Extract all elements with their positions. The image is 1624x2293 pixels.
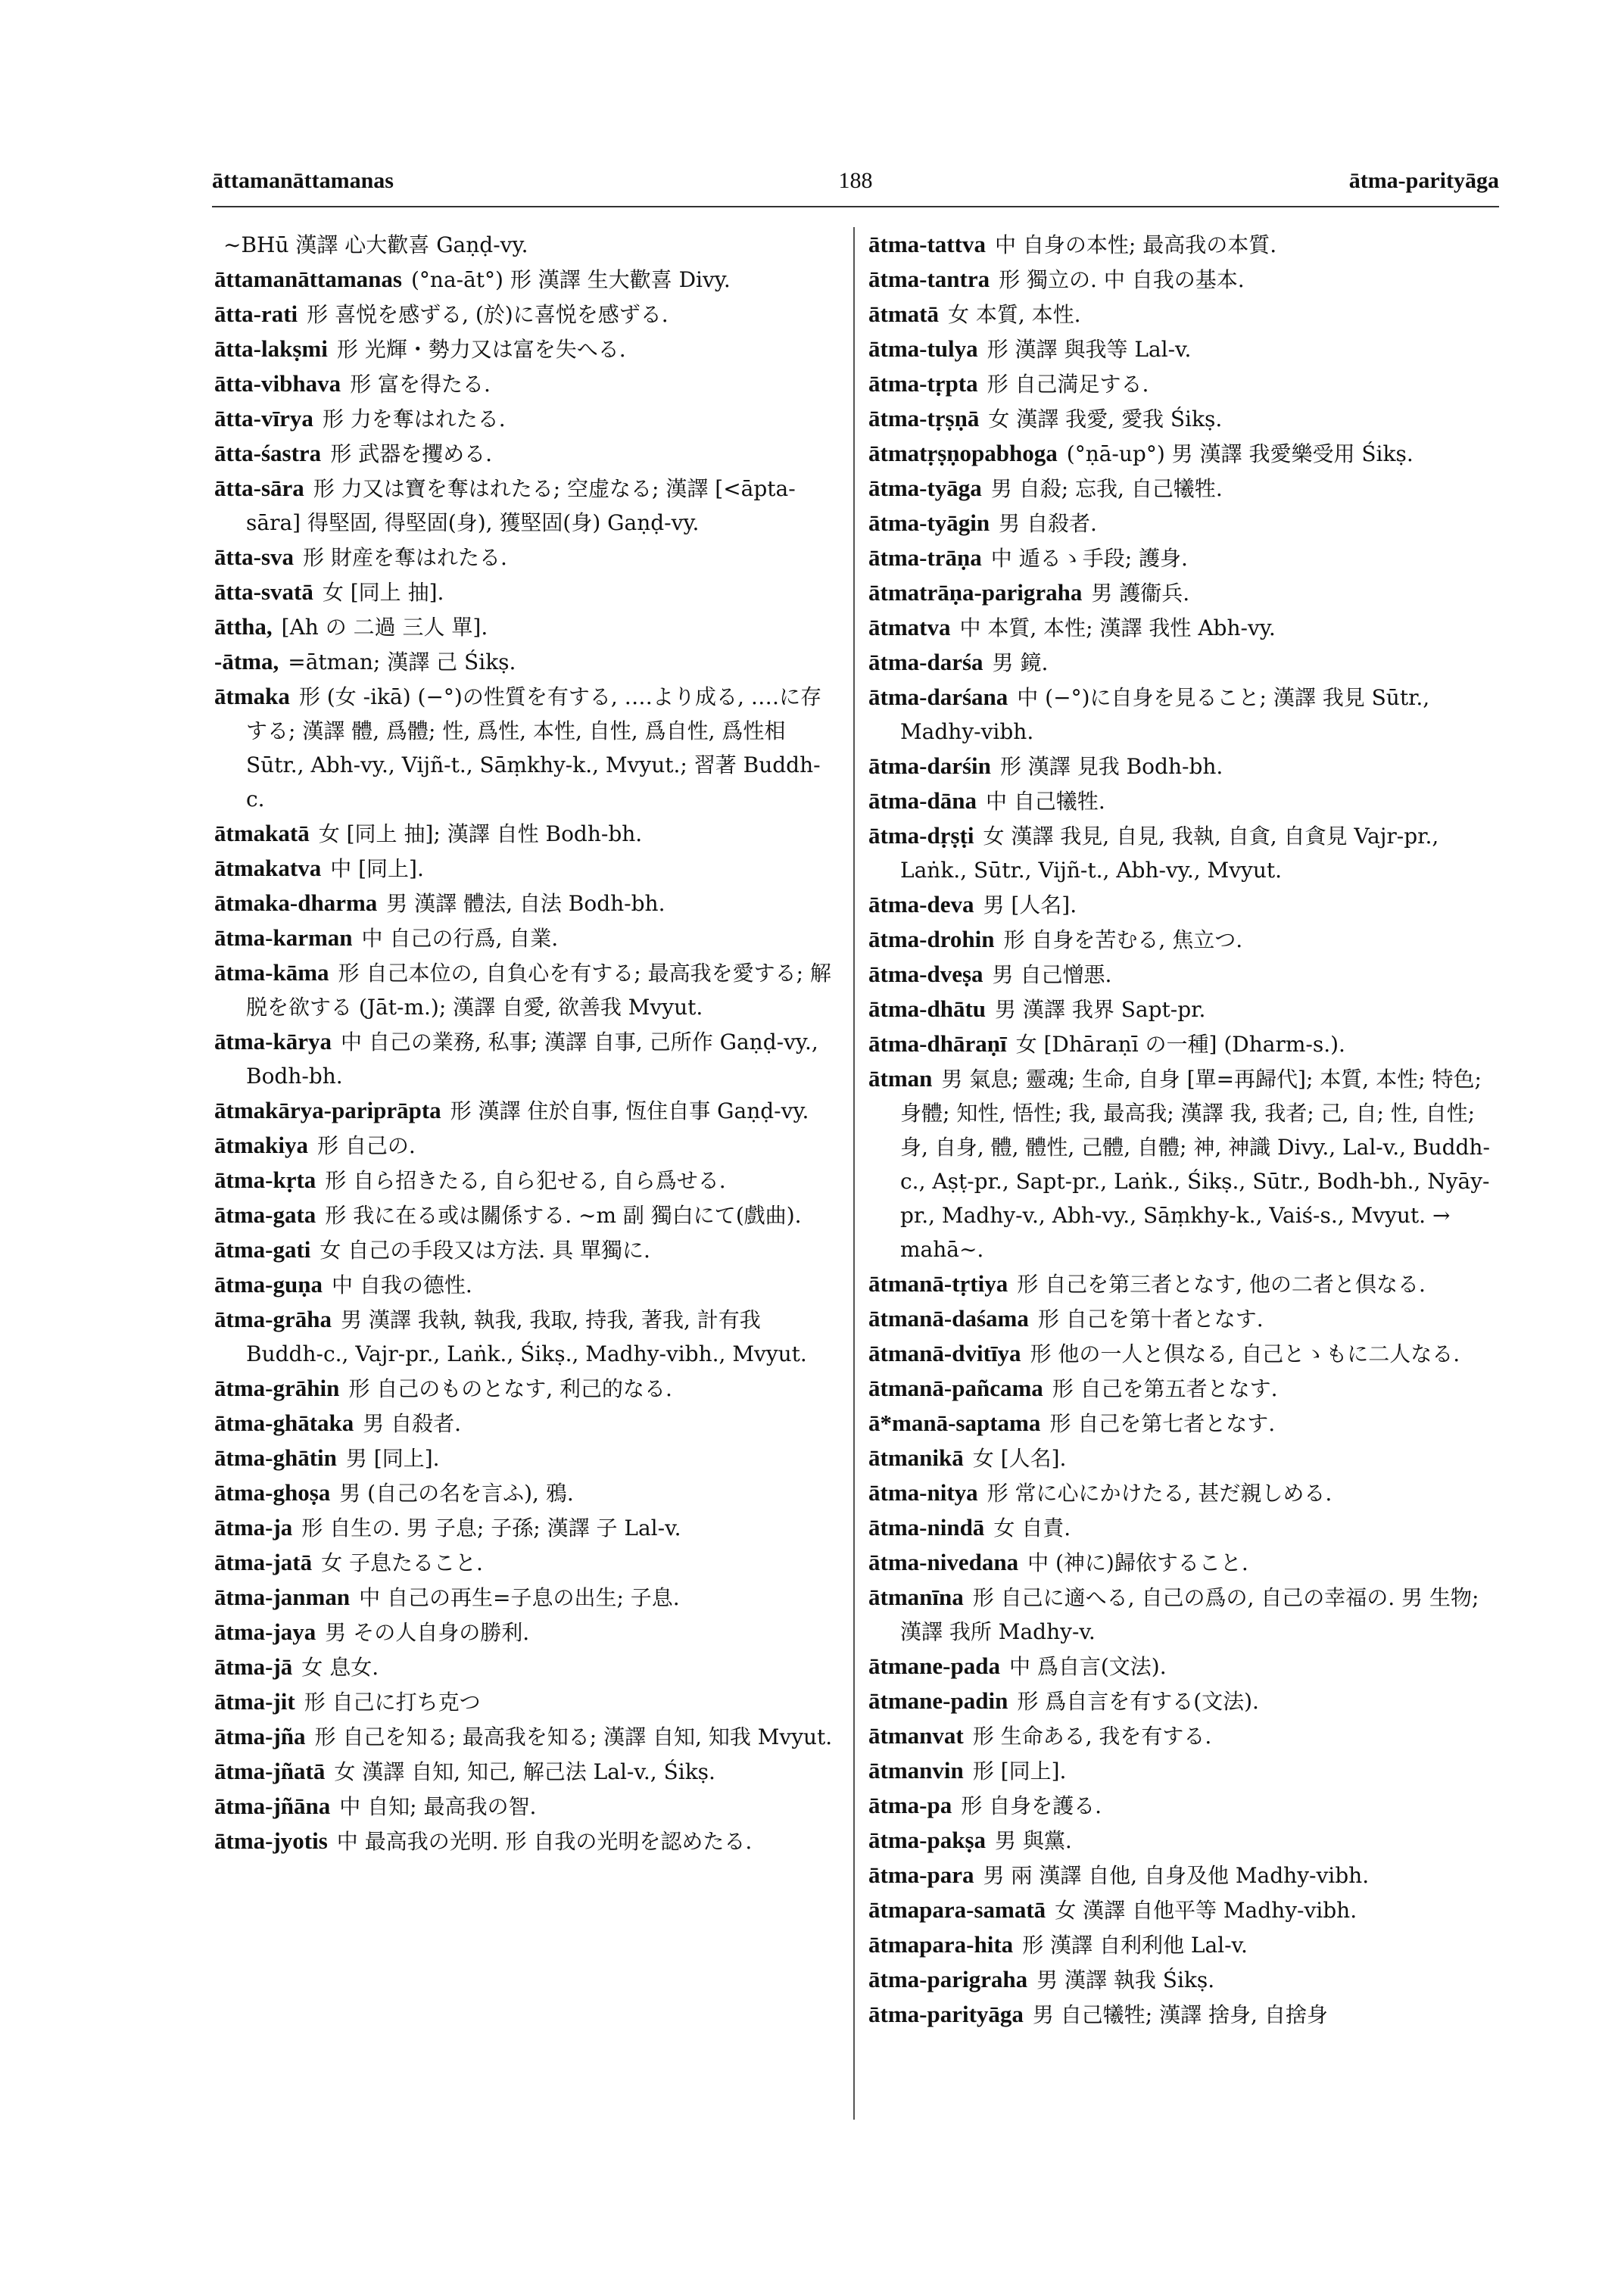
entry-headword: ātma-kārya xyxy=(214,1028,332,1055)
entry-headword: ātma-dṛṣṭi xyxy=(868,822,974,849)
entry-headword: ātma-jñāna xyxy=(214,1793,331,1819)
entry-headword: ātma-dāna xyxy=(868,787,977,814)
dictionary-entry xyxy=(868,1301,1499,1336)
entry-headword: ātmakiya xyxy=(214,1132,308,1158)
dictionary-entry xyxy=(214,1684,839,1719)
entry-definition: 男 與黨. xyxy=(995,1828,1072,1853)
entry-headword: ātma-nitya xyxy=(868,1479,978,1506)
entry-headword: ātma-jyotis xyxy=(214,1827,328,1854)
dictionary-entry xyxy=(868,1475,1499,1510)
entry-headword: ātmakārya-pariprāpta xyxy=(214,1097,441,1123)
dictionary-entry xyxy=(868,1858,1499,1893)
entry-headword: ātma-grāha xyxy=(214,1306,332,1332)
entry-definition: 中 爲自言(文法). xyxy=(1008,1654,1167,1679)
entry-definition: 形 武器を攫める. xyxy=(330,441,492,466)
dictionary-entry xyxy=(214,366,839,401)
right-column xyxy=(868,227,1499,2032)
entry-definition: 中 最高我の光明. 形 自我の光明を認めたる. xyxy=(336,1829,753,1854)
entry-headword: ātma-para xyxy=(868,1862,974,1888)
entry-definition: 形 自己に適へる, 自己の爲の, 自己の幸福の. 男 生物; 漢譯 我所 Madhy-v. xyxy=(900,1585,1479,1644)
entry-definition: 女 子息たること. xyxy=(321,1550,483,1575)
entry-definition: 形 自己を第五者となす. xyxy=(1052,1376,1278,1401)
entry-headword: ātma-grāhin xyxy=(214,1375,340,1401)
entry-definition: 形 自身を苦むる, 焦立つ. xyxy=(1003,927,1243,952)
entry-headword: ātta-śastra xyxy=(214,440,322,466)
entry-definition: 男 漢譯 執我 Śikṣ. xyxy=(1036,1967,1215,1992)
dictionary-entry xyxy=(214,1267,839,1302)
entry-headword: ātmatā xyxy=(868,301,939,327)
entry-headword: ātma-gati xyxy=(214,1236,311,1263)
entry-definition: 男 自殺者. xyxy=(999,511,1097,536)
entry-definition: 中 遁るゝ手段; 護身. xyxy=(990,546,1188,571)
dictionary-entry xyxy=(868,1371,1499,1406)
entry-definition: 中 自己の行爲, 自業. xyxy=(361,926,559,951)
entry-headword: ātma-tṛpta xyxy=(868,370,978,397)
entry-definition: 中 自知; 最高我の智. xyxy=(339,1794,537,1819)
entry-definition: 形 自己を第七者となす. xyxy=(1049,1411,1276,1436)
header-right-guide-word: ātma-parityāga xyxy=(1348,168,1499,193)
entry-headword: ātma-gata xyxy=(214,1201,316,1228)
dictionary-entry xyxy=(214,1093,839,1128)
dictionary-entry xyxy=(214,1580,839,1615)
dictionary-entry xyxy=(868,749,1499,784)
entry-headword: ātma-tulya xyxy=(868,335,978,362)
entry-definition: 中 (神に)歸依すること. xyxy=(1027,1550,1248,1575)
dictionary-entry xyxy=(868,922,1499,957)
entry-definition: 中 自己犧牲. xyxy=(985,789,1105,814)
dictionary-entry xyxy=(214,1198,839,1232)
dictionary-entry xyxy=(214,1719,839,1754)
entry-headword: ātmanīna xyxy=(868,1584,964,1610)
entry-headword: ātta-svatā xyxy=(214,578,313,605)
entry-definition: (°ṇā-up°) 男 漢譯 我愛樂受用 Śikṣ. xyxy=(1066,441,1414,466)
dictionary-entry xyxy=(214,1302,839,1371)
dictionary-entry xyxy=(868,1510,1499,1545)
entry-headword: ātma-jatā xyxy=(214,1549,313,1575)
entry-definition: 形 漢譯 見我 Bodh-bh. xyxy=(999,754,1223,779)
entry-definition: 中 [同上]. xyxy=(330,856,424,881)
entry-headword: ātma-tyāga xyxy=(868,475,982,501)
entry-definition: 男 漢譯 我執, 執我, 我取, 持我, 著我, 計有我 Buddh-c., Vajr-pr., Laṅk., Śikṣ., Madhy-vibh., Mvyut. xyxy=(246,1307,807,1366)
entry-headword: ātman xyxy=(868,1065,933,1092)
dictionary-entry xyxy=(214,436,839,471)
entry-headword: ātma-parigraha xyxy=(868,1966,1028,1992)
entry-definition: 男 (自己の名を言ふ), 鴉. xyxy=(339,1481,574,1506)
entry-headword: ātma-jñatā xyxy=(214,1758,326,1784)
entry-definition: 形 漢譯 與我等 Lal-v. xyxy=(987,337,1192,362)
entry-headword: ātta-vibhava xyxy=(214,370,341,397)
entry-headword: ātma-janman xyxy=(214,1584,351,1610)
dictionary-entry xyxy=(214,609,839,644)
entry-headword: ātma-darśin xyxy=(868,752,991,779)
entry-headword: āttamanāttamanas xyxy=(214,266,402,292)
entry-headword: ātmatṛṣṇopabhoga xyxy=(868,440,1058,466)
left-column xyxy=(214,227,839,1858)
dictionary-entry xyxy=(214,1232,839,1267)
dictionary-entry xyxy=(868,1061,1499,1266)
dictionary-entry xyxy=(868,1684,1499,1718)
entry-headword: ātmanā-daśama xyxy=(868,1305,1029,1332)
dictionary-entry xyxy=(868,957,1499,992)
entry-definition: 女 [同上 抽]; 漢譯 自性 Bodh-bh. xyxy=(318,821,643,846)
entry-headword: ātma-dveṣa xyxy=(868,961,983,987)
entry-definition: =ātman; 漢譯 己 Śikṣ. xyxy=(288,650,516,675)
dictionary-entry xyxy=(214,886,839,921)
entry-headword: ātma-kṛta xyxy=(214,1167,316,1193)
entry-definition: 男 護衞兵. xyxy=(1091,581,1190,606)
dictionary-entry xyxy=(868,1266,1499,1301)
entry-headword: ātma-jit xyxy=(214,1688,295,1715)
dictionary-entry xyxy=(868,784,1499,818)
column-divider xyxy=(853,227,855,2120)
entry-definition: 中 自身の本性; 最高我の本質. xyxy=(994,232,1277,257)
entry-definition: 男 氣息; 靈魂; 生命, 自身 [單=再歸代]; 本質, 本性; 特色; 身體; 知性, 悟性; 我, 最高我; 漢譯 我, 我者; 己, 自; 性, 自性; 身, 自身, 體, 體性, 己體, 自體; 神, 神識 Divy., Lal-v., Buddh-c., Aṣṭ-pr., Sapt-pr., Laṅk., Śikṣ., Sūtr., Bodh-bh., Nyāy-pr., Madhy-v., Abh-vy., Sāṃkhy-k., Vaiś-s., Mvyut. → mahā∼. xyxy=(900,1067,1490,1262)
entry-definition: 形 自己に打ち克つ xyxy=(304,1690,481,1715)
dictionary-entry xyxy=(214,332,839,366)
entry-definition: 中 自己の再生=子息の出生; 子息. xyxy=(359,1585,680,1610)
dictionary-entry xyxy=(214,1510,839,1545)
entry-headword: ātma-deva xyxy=(868,891,974,918)
entry-definition: 形 (女 -ikā) (−°)の性質を有する, ‥‥より成る, ‥‥に存する; 漢譯 體, 爲體; 性, 爲性, 本性, 自性, 爲自性, 爲性相 Sūtr., Abh-vy., Vijñ-t., Sāṃkhy-k., Mvyut.; 習著 Buddh-c. xyxy=(246,684,822,812)
entry-headword: ātma-darśa xyxy=(868,649,983,675)
dictionary-entry xyxy=(868,680,1499,749)
entry-definition: 形 自己を第十者となす. xyxy=(1037,1307,1264,1332)
entry-headword: -ātma, xyxy=(214,648,279,675)
dictionary-entry xyxy=(868,610,1499,645)
dictionary-entry xyxy=(214,644,839,679)
entry-definition: 男 漢譯 我界 Sapt-pr. xyxy=(995,997,1206,1022)
entry-headword: ātma-ghātin xyxy=(214,1444,337,1471)
dictionary-entry xyxy=(868,541,1499,575)
entry-headword: ātmanvin xyxy=(868,1757,964,1784)
entry-definition: 男 [人名]. xyxy=(983,893,1077,918)
dictionary-entry xyxy=(868,366,1499,401)
entry-headword: ātmakatva xyxy=(214,855,322,881)
entry-headword: ātma-tyāgin xyxy=(868,509,990,536)
dictionary-entry xyxy=(868,1718,1499,1753)
dictionary-entry xyxy=(214,1824,839,1858)
entry-headword: ātta-rati xyxy=(214,301,298,327)
entry-headword: āttha, xyxy=(214,613,273,640)
entry-definition: 形 自身を護る. xyxy=(961,1793,1102,1818)
entry-definition: 形 他の一人と倶なる, 自己とゝもに二人なる. xyxy=(1030,1341,1460,1366)
dictionary-entry xyxy=(214,471,839,540)
entry-definition: 女 本質, 本性. xyxy=(947,302,1081,327)
entry-headword: ātmaka xyxy=(214,683,290,709)
entry-headword: ātmatva xyxy=(868,614,951,640)
entry-definition: 形 自ら招きたる, 自ら犯せる, 自ら爲せる. xyxy=(325,1168,726,1193)
dictionary-entry xyxy=(214,540,839,575)
dictionary-entry xyxy=(214,1754,839,1789)
entry-definition: 女 自己の手段又は方法. 具 單獨に. xyxy=(320,1238,650,1263)
dictionary-entry xyxy=(868,1962,1499,1997)
entry-definition: 中 自我の德性. xyxy=(331,1273,472,1298)
dictionary-entry xyxy=(214,955,839,1024)
entry-headword: ātma-jaya xyxy=(214,1618,316,1645)
entry-definition: 形 自己の. xyxy=(317,1133,416,1158)
entry-definition: 男 鏡. xyxy=(992,650,1049,675)
entry-headword: ātta-sāra xyxy=(214,475,304,501)
entry-headword: ātma-kāma xyxy=(214,959,329,986)
dictionary-entry xyxy=(868,818,1499,887)
entry-definition: ∼BHū 漢譯 心大歡喜 Gaṇḍ-vy. xyxy=(223,232,528,257)
header-rule xyxy=(212,206,1499,207)
dictionary-entry xyxy=(214,679,839,816)
entry-definition: 女 漢譯 我見, 自見, 我執, 自貪, 自貪見 Vajr-pr., Laṅk., Sūtr., Vijñ-t., Abh-vy., Mvyut. xyxy=(900,824,1439,883)
entry-headword: ātmatrāṇa-parigraha xyxy=(868,579,1083,606)
dictionary-entry xyxy=(868,1823,1499,1858)
dictionary-entry xyxy=(214,816,839,851)
entry-definition: 女 息女. xyxy=(301,1655,379,1680)
dictionary-entry xyxy=(868,1336,1499,1371)
entry-headword: ātma-pa xyxy=(868,1792,952,1818)
page-header xyxy=(212,168,1499,206)
entry-headword: ātma-jā xyxy=(214,1653,293,1680)
entry-definition: 男 自己憎悪. xyxy=(992,962,1112,987)
dictionary-entry xyxy=(214,1650,839,1684)
entry-definition: 形 喜悦を感ずる, (於)に喜悦を感ずる. xyxy=(307,302,669,327)
dictionary-entry xyxy=(868,992,1499,1027)
dictionary-entry xyxy=(868,1580,1499,1649)
entry-definition: 形 自己を知る; 最高我を知る; 漢譯 自知, 知我 Mvyut. xyxy=(314,1724,833,1749)
entry-headword: ātma-parityāga xyxy=(868,2001,1024,2027)
entry-headword: ātmapara-hita xyxy=(868,1931,1014,1958)
entry-definition: 女 [Dhāraṇī の一種] (Dharm-s.). xyxy=(1015,1032,1345,1057)
dictionary-entry xyxy=(214,921,839,955)
entry-headword: ātma-dhātu xyxy=(868,995,987,1022)
entry-definition: 男 自己犧牲; 漢譯 捨身, 自捨身 xyxy=(1032,2002,1328,2027)
entry-definition: 女 漢譯 自他平等 Madhy-vibh. xyxy=(1055,1898,1357,1923)
dictionary-entry xyxy=(214,1406,839,1441)
dictionary-entry xyxy=(214,1475,839,1510)
entry-headword: ātmapara-samatā xyxy=(868,1896,1046,1923)
entry-definition: 形 我に在る或は關係する. ∼m 副 獨白にて(戲曲). xyxy=(325,1203,802,1228)
entry-definition: 中 本質, 本性; 漢譯 我性 Abh-vy. xyxy=(959,615,1276,640)
entry-headword: ātma-nivedana xyxy=(868,1549,1019,1575)
dictionary-entry xyxy=(214,401,839,436)
dictionary-entry xyxy=(214,575,839,609)
entry-definition: 形 生命ある, 我を有する. xyxy=(972,1724,1212,1749)
entry-definition: 男 その人自身の勝利. xyxy=(325,1620,530,1645)
dictionary-entry xyxy=(868,1027,1499,1061)
entry-definition: 形 獨立の. 中 自我の基本. xyxy=(999,267,1245,292)
entry-headword: ātta-vīrya xyxy=(214,405,313,431)
dictionary-entry xyxy=(214,1545,839,1580)
entry-definition: 女 [人名]. xyxy=(972,1446,1067,1471)
entry-definition: 形 [同上]. xyxy=(972,1759,1067,1784)
entry-headword: ātma-pakṣa xyxy=(868,1827,987,1853)
entry-definition: (°na-āt°) 形 漢譯 生大歡喜 Divy. xyxy=(411,267,731,292)
header-left-guide-word: āttamanāttamanas xyxy=(212,168,394,193)
dictionary-entry xyxy=(214,1441,839,1475)
dictionary-entry xyxy=(868,401,1499,436)
dictionary-entry xyxy=(214,1371,839,1406)
entry-definition: 形 自己本位の, 自負心を有する; 最高我を愛する; 解脱を欲する (Jāt-m.); 漢譯 自愛, 欲善我 Mvyut. xyxy=(246,961,831,1020)
entry-headword: ātmanā-pañcama xyxy=(868,1375,1043,1401)
dictionary-entry xyxy=(214,1615,839,1650)
entry-definition: 男 自殺; 忘我, 自己犧牲. xyxy=(990,476,1223,501)
dictionary-entry xyxy=(214,227,839,262)
dictionary-entry xyxy=(214,1128,839,1163)
entry-headword: ātta-sva xyxy=(214,544,295,570)
entry-headword: ātmaka-dharma xyxy=(214,889,378,916)
dictionary-entry xyxy=(868,575,1499,610)
dictionary-entry xyxy=(868,227,1499,262)
entry-definition: 形 爲自言を有する(文法). xyxy=(1017,1689,1259,1714)
entry-definition: 形 自生の. 男 子息; 子孫; 漢譯 子 Lal-v. xyxy=(301,1516,681,1541)
dictionary-entry xyxy=(214,1789,839,1824)
dictionary-entry xyxy=(214,297,839,332)
entry-headword: ātma-ja xyxy=(214,1514,293,1541)
entry-definition: 中 (−°)に自身を見ること; 漢譯 我見 Sūtr., Madhy-vibh. xyxy=(900,685,1430,744)
dictionary-entry xyxy=(868,887,1499,922)
dictionary-entry xyxy=(868,1649,1499,1684)
entry-headword: ātmanvat xyxy=(868,1722,964,1749)
dictionary-entry xyxy=(868,1753,1499,1788)
entry-headword: ātma-trāṇa xyxy=(868,544,982,571)
entry-definition: 女 漢譯 自知, 知己, 解己法 Lal-v., Śikṣ. xyxy=(334,1759,715,1784)
entry-headword: ā*manā-saptama xyxy=(868,1410,1041,1436)
entry-headword: ātmane-padin xyxy=(868,1687,1008,1714)
entry-headword: ātma-nindā xyxy=(868,1514,985,1541)
entry-definition: 形 漢譯 住於自事, 恆住自事 Gaṇḍ-vy. xyxy=(450,1098,809,1123)
entry-headword: ātma-tattva xyxy=(868,231,986,257)
dictionary-entry xyxy=(868,1441,1499,1475)
entry-headword: ātma-tantra xyxy=(868,266,990,292)
entry-definition: 形 力を奪はれたる. xyxy=(322,407,506,431)
entry-headword: ātma-karman xyxy=(214,924,353,951)
dictionary-entry xyxy=(868,1927,1499,1962)
entry-headword: ātmane-pada xyxy=(868,1653,1000,1679)
entry-headword: ātmanā-tṛtiya xyxy=(868,1270,1008,1297)
entry-headword: ātma-ghātaka xyxy=(214,1410,354,1436)
entry-definition: 形 漢譯 自利利他 Lal-v. xyxy=(1022,1933,1248,1958)
page-number: 188 xyxy=(838,168,873,193)
entry-headword: ātma-darśana xyxy=(868,684,1008,710)
entry-definition: 男 自殺者. xyxy=(363,1411,462,1436)
entry-definition: 男 兩 漢譯 自他, 自身及他 Madhy-vibh. xyxy=(983,1863,1370,1888)
dictionary-entry xyxy=(868,297,1499,332)
entry-definition: 形 力又は寶を奪はれたる; 空虚なる; 漢譯 [<āpta-sāra] 得堅固, 得堅固(身), 獲堅固(身) Gaṇḍ-vy. xyxy=(246,476,796,535)
entry-definition: 形 財産を奪はれたる. xyxy=(303,545,507,570)
entry-definition: [Ah の 二過 三人 單]. xyxy=(281,615,488,640)
entry-definition: 男 漢譯 體法, 自法 Bodh-bh. xyxy=(386,891,665,916)
entry-headword: ātmakatā xyxy=(214,820,310,846)
dictionary-entry xyxy=(868,471,1499,506)
entry-definition: 女 自責. xyxy=(993,1516,1071,1541)
entry-headword: ātma-guṇa xyxy=(214,1271,323,1298)
dictionary-entry xyxy=(868,1406,1499,1441)
dictionary-entry xyxy=(214,851,839,886)
entry-definition: 女 漢譯 我愛, 愛我 Śikṣ. xyxy=(988,407,1223,431)
dictionary-entry xyxy=(868,1893,1499,1927)
entry-headword: ātmanā-dvitīya xyxy=(868,1340,1021,1366)
entry-definition: 形 常に心にかけたる, 甚だ親しめる. xyxy=(987,1481,1333,1506)
entry-definition: 形 自己を第三者となす, 他の二者と倶なる. xyxy=(1017,1272,1426,1297)
dictionary-entry xyxy=(868,1545,1499,1580)
entry-headword: ātta-lakṣmi xyxy=(214,335,328,362)
entry-definition: 男 [同上]. xyxy=(345,1446,440,1471)
dictionary-entry xyxy=(868,506,1499,541)
entry-headword: ātmanikā xyxy=(868,1444,964,1471)
entry-definition: 中 自己の業務, 私事; 漢譯 自事, 己所作 Gaṇḍ-vy., Bodh-bh. xyxy=(246,1030,818,1089)
entry-headword: ātma-dhāraṇī xyxy=(868,1030,1007,1057)
dictionary-entry xyxy=(868,1788,1499,1823)
entry-headword: ātma-jña xyxy=(214,1723,306,1749)
entry-definition: 形 光輝・勢力又は富を失へる. xyxy=(336,337,626,362)
dictionary-entry xyxy=(868,332,1499,366)
dictionary-entry xyxy=(868,262,1499,297)
dictionary-entry xyxy=(868,436,1499,471)
entry-definition: 形 富を得たる. xyxy=(350,372,491,397)
dictionary-entry xyxy=(214,1163,839,1198)
dictionary-entry xyxy=(214,262,839,297)
entry-definition: 女 [同上 抽]. xyxy=(322,580,444,605)
dictionary-entry xyxy=(214,1024,839,1093)
dictionary-entry xyxy=(868,645,1499,680)
entry-headword: ātma-ghoṣa xyxy=(214,1479,331,1506)
dictionary-entry xyxy=(868,1997,1499,2032)
entry-definition: 形 自己のものとなす, 利己的なる. xyxy=(348,1376,672,1401)
entry-headword: ātma-drohin xyxy=(868,926,995,952)
entry-headword: ātma-tṛṣṇā xyxy=(868,405,980,431)
entry-definition: 形 自己満足する. xyxy=(987,372,1149,397)
